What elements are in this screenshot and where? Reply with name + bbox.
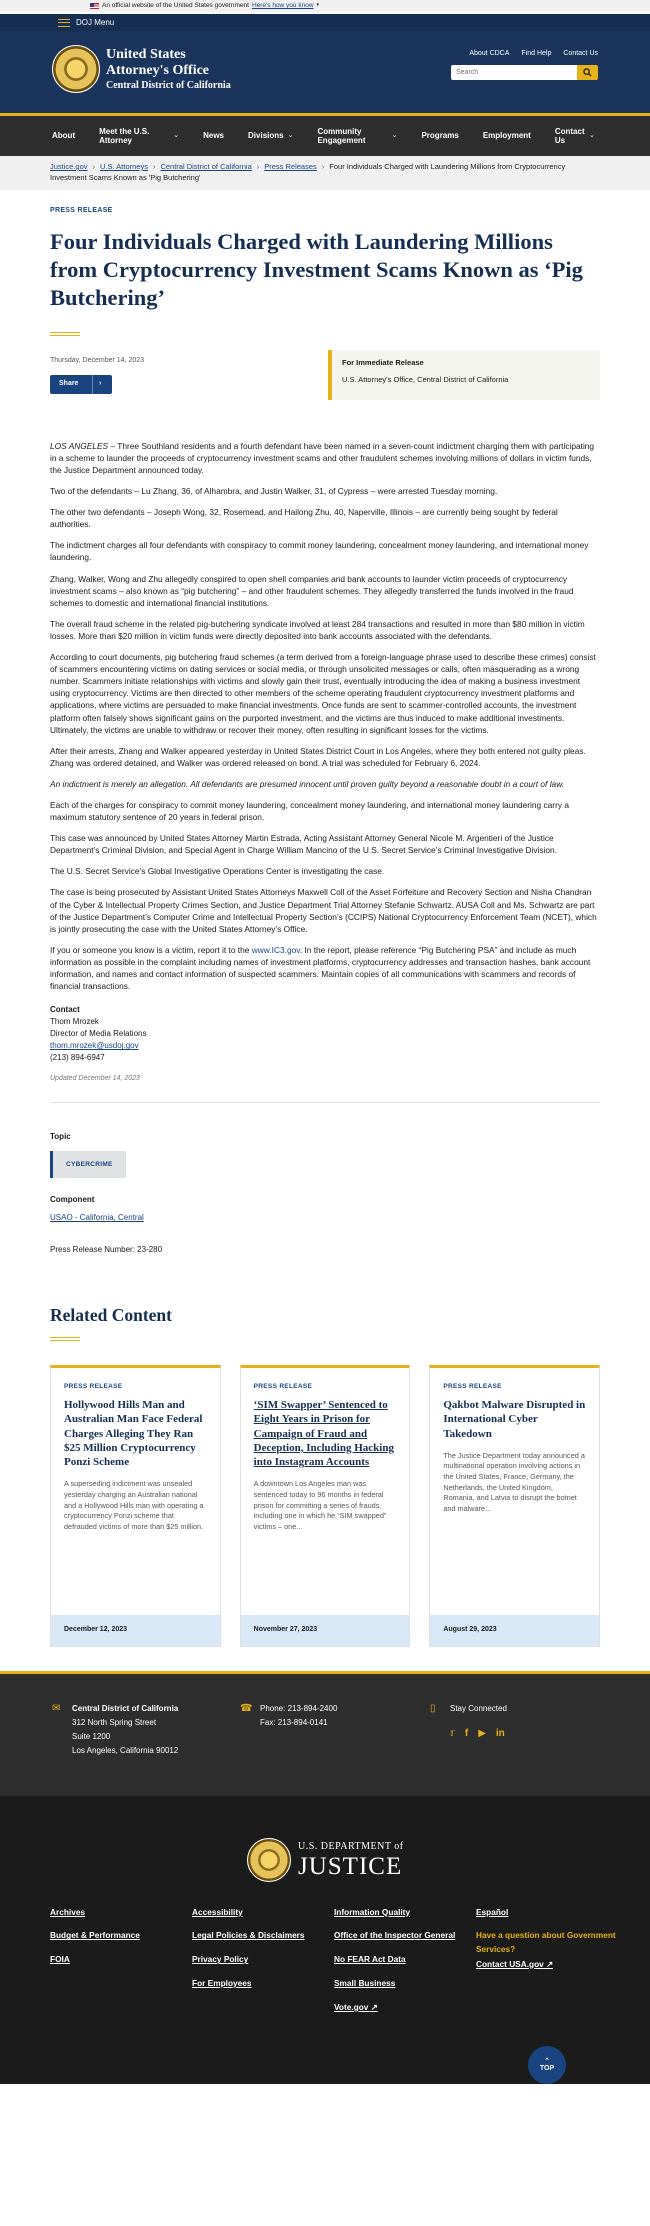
paragraph: This case was announced by United States Attorney Martin Estrada, Acting Assistant Attorney General Nicole M. Argentieri of the Justice Department’s Criminal Division, and Special Agent in Charge William Mancino of the U.S. Secret Service’s Criminal Investigative Division.	[50, 833, 558, 856]
footer-phone[interactable]: Phone: 213-894-2400	[260, 1703, 338, 1713]
nav-about[interactable]	[52, 131, 75, 140]
footer-social	[430, 1702, 507, 1743]
release-office: U.S. Attorney's Office, Central District of California	[342, 374, 509, 384]
search-form	[451, 65, 598, 80]
stay-connected-label: Stay Connected	[450, 1703, 507, 1713]
breadcrumb-press-releases[interactable]: Press Releases	[264, 162, 317, 171]
footer-fax: Fax: 213-894-0141	[260, 1717, 328, 1727]
nav-employment[interactable]	[483, 131, 531, 140]
gold-divider	[50, 332, 80, 336]
chevron-right-icon: ›	[152, 162, 156, 171]
article-body	[50, 440, 600, 992]
gov-banner	[0, 0, 650, 12]
government-services-question: Have a question about Government Services?	[476, 1930, 616, 1954]
us-flag-icon	[90, 3, 99, 9]
card-description: A downtown Los Angeles man was sentenced today to 96 months in federal prison for committing a series of frauds, including one in which he “SIM swapped” victims – one...	[253, 1479, 387, 1531]
card-tag: PRESS RELEASE	[64, 1382, 123, 1390]
external-link-icon: ↗	[546, 1958, 554, 1969]
breadcrumb-central-district[interactable]: Central District of California	[160, 162, 252, 171]
card-description: The Justice Department today announced a multinational operation involving actions in the United States, France, Germany, the Netherlands, the United Kingdom, Romania, and Latvia to disrupt the botnet and malware...	[443, 1450, 585, 1513]
arrow-up-icon: ⌃	[544, 2057, 550, 2065]
nav-label: Community Engagement	[317, 126, 366, 145]
chevron-down-icon: ⌄	[588, 131, 595, 139]
about-cdca-link[interactable]: About CDCA	[469, 50, 510, 57]
chevron-right-icon: ›	[92, 375, 101, 394]
espanol-link[interactable]: Español	[476, 1906, 509, 1917]
footer-column	[50, 1906, 192, 2025]
paragraph: The other two defendants – Joseph Wong, 32, Rosemead, and Hailong Zhu, 40, Naperville, Illinois – are currently being sought by federal authorities.	[50, 507, 558, 530]
footer-address-line: 312 North Spring Street	[72, 1717, 157, 1727]
youtube-icon[interactable]: ▶	[478, 1727, 486, 1739]
card-description: A superseding indictment was unsealed yesterday charging an Australian national and a Hollywood Hills man with operating a cryptocurrency Ponzi scheme that defrauded victims of more than $25 million.	[64, 1479, 204, 1531]
footer-link[interactable]: Office of the Inspector General	[334, 1930, 456, 1941]
footer-address-line: Los Angeles, California 90012	[72, 1745, 179, 1755]
hamburger-icon	[58, 19, 70, 27]
related-card[interactable]	[429, 1365, 600, 1647]
chevron-down-icon[interactable]: ▾	[316, 2, 320, 9]
back-to-top-button[interactable]	[528, 2046, 566, 2084]
updated-date: Updated December 14, 2023	[50, 1075, 140, 1083]
topic-tag-cybercrime[interactable]: CYBERCRIME	[50, 1151, 126, 1178]
mobile-icon: ▯	[430, 1702, 436, 1714]
doj-menu-label: DOJ Menu	[76, 17, 115, 27]
contact-us-link[interactable]: Contact Us	[563, 50, 598, 57]
twitter-icon[interactable]: 𝕣	[450, 1727, 455, 1739]
card-date: August 29, 2023	[430, 1615, 599, 1646]
footer-link-label: Vote.gov	[334, 2001, 369, 2012]
ic3-text-before: If you or someone you know is a victim, report it to the	[50, 944, 252, 955]
article-lede	[50, 440, 600, 476]
footer-link[interactable]: Archives	[50, 1906, 86, 1917]
dateline: LOS ANGELES	[50, 440, 109, 451]
article-eyebrow: PRESS RELEASE	[50, 207, 113, 214]
nav-label: Meet the U.S. Attorney	[99, 126, 150, 145]
chevron-right-icon: ›	[256, 162, 260, 171]
chevron-down-icon: ⌄	[287, 131, 294, 139]
footer-column	[334, 1906, 476, 2025]
card-tag: PRESS RELEASE	[443, 1382, 502, 1390]
divider	[50, 1102, 600, 1103]
footer-link[interactable]: Accessibility	[192, 1906, 243, 1917]
footer-address-line: Suite 1200	[72, 1731, 111, 1741]
card-date: November 27, 2023	[241, 1615, 410, 1646]
paragraph: The indictment charges all four defendants with conspiracy to commit money laundering, concealment money laundering, and international money laundering.	[50, 540, 589, 563]
related-cards	[50, 1365, 600, 1647]
nav-meet-us-attorney[interactable]	[99, 127, 179, 145]
external-link-icon: ↗	[370, 2001, 378, 2012]
page-title: Four Individuals Charged with Laundering Millions from Cryptocurrency Investment Scams Known as ‘Pig Butchering’	[50, 229, 583, 310]
mail-icon: ✉	[52, 1702, 61, 1714]
nav-label: Contact Us	[554, 126, 585, 145]
release-heading: For Immediate Release	[342, 357, 424, 367]
paragraph: The overall fraud scheme in the related pig-butchering syndicate involved at least 284 transactions and resulted in more than $80 million in victim losses. More than $20 million in victim funds were directly deposited into bank accounts associated with the defendants.	[50, 618, 585, 641]
footer-link[interactable]: No FEAR Act Data	[334, 1954, 406, 1965]
doj-wordmark-small: U.S. DEPARTMENT of	[298, 1840, 404, 1852]
doj-wordmark[interactable]	[298, 1842, 404, 1879]
masthead	[0, 31, 650, 116]
card-title[interactable]: ‘SIM Swapper’ Sentenced to Eight Years in Prison for Campaign of Fraud and Deception, Including Hacking into Instagram Accounts	[253, 1398, 394, 1469]
footer-link[interactable]: Budget & Performance	[50, 1930, 140, 1941]
main-navigation	[0, 116, 650, 156]
nav-contact-us[interactable]	[555, 127, 595, 145]
paragraph: Two of the defendants – Lu Zhang, 36, of Alhambra, and Justin Walker, 31, of Cypress – were arrested Tuesday morning.	[50, 486, 498, 497]
gold-divider	[50, 1337, 80, 1341]
related-card[interactable]	[50, 1365, 221, 1647]
breadcrumb-justice-gov[interactable]: Justice.gov	[50, 162, 88, 171]
article-meta	[50, 356, 600, 414]
nav-label: About	[52, 131, 76, 141]
card-date: December 12, 2023	[51, 1615, 220, 1646]
footer-link[interactable]: FOIA	[50, 1954, 70, 1965]
contact-phone: (213) 894-6947	[50, 1053, 105, 1063]
footer-column	[192, 1906, 334, 2025]
footer-link[interactable]: Information Quality	[334, 1906, 411, 1917]
contact-email-link[interactable]: thom.mrozek@usdoj.gov	[50, 1041, 139, 1051]
site-footer	[0, 1796, 650, 2084]
site-title-line2: Attorney's Office	[106, 63, 210, 79]
main-content	[0, 206, 650, 1647]
paragraph: According to court documents, pig butchering fraud schemes (a term derived from a foreign-language phrase used to describe these crimes) consist of scammers encountering victims on dating services or social media, or through unsolicited messages or calls, often masquerading as a wrong number. Scammers initiate relationships with victims and slowly gain their trust, eventually introducing the idea of making a business investment using cryptocurrency. Victims are then directed to other members of the scheme operating fraudulent cryptocurrency investment platforms and applications, where victims are persuaded to make financial investments. Once funds are sent to scammer-controlled accounts, the investment platform often falsely shows significant gains on the purported investment, and the victims are thus induced to make additional investments. Ultimately, the victims are unable to withdraw or recover their money, often resulting in significant losses for the victims.	[50, 652, 596, 735]
breadcrumb	[0, 156, 650, 190]
doj-menu-button[interactable]	[0, 14, 650, 31]
paragraph: Each of the charges for conspiracy to commit money laundering, concealment money laundering, and international money laundering carry a maximum statutory sentence of 20 years in federal prison.	[50, 799, 569, 823]
share-button[interactable]	[50, 375, 112, 394]
related-heading: Related Content	[50, 1305, 172, 1326]
card-tag: PRESS RELEASE	[253, 1382, 313, 1390]
site-title[interactable]	[106, 47, 231, 92]
chevron-right-icon: ›	[321, 162, 325, 171]
topic-heading: Topic	[50, 1132, 71, 1142]
footer-link[interactable]: Privacy Policy	[192, 1954, 249, 1965]
linkedin-icon[interactable]: in	[495, 1727, 505, 1739]
contact-block	[50, 1004, 600, 1064]
indictment-disclaimer: An indictment is merely an allegation. All defendants are presumed innocent until proven guilty beyond a reasonable doubt in a court of law.	[50, 778, 565, 789]
footer-phones	[240, 1702, 338, 1730]
breadcrumb-us-attorneys[interactable]: U.S. Attorneys	[100, 162, 148, 171]
footer-link-label: Contact USA.gov	[476, 1958, 544, 1969]
doj-wordmark-big: JUSTICE	[298, 1852, 403, 1880]
nav-label: News	[203, 131, 225, 141]
top-label: TOP	[539, 2064, 555, 2072]
phone-icon: ☎	[240, 1702, 253, 1714]
press-release-number: Press Release Number: 23-280	[50, 1244, 163, 1254]
nav-label: Programs	[421, 131, 459, 141]
related-card[interactable]	[240, 1365, 411, 1647]
chevron-down-icon: ⌄	[173, 131, 180, 139]
footer-address	[52, 1702, 179, 1758]
find-help-link[interactable]: Find Help	[521, 50, 552, 57]
paragraph: After their arrests, Zhang and Walker appeared yesterday in United States District Court in Los Angeles, where they both entered not guilty pleas. Zhang was ordered detained, and Walker was ordered released on bond. A trial was scheduled for February 6, 2024.	[50, 745, 586, 768]
nav-label: Employment	[482, 131, 531, 141]
release-info-box	[328, 350, 600, 400]
nav-programs[interactable]	[421, 131, 458, 140]
site-title-line1: United States	[106, 47, 186, 62]
chevron-down-icon: ⌄	[391, 131, 398, 139]
card-title[interactable]: Qakbot Malware Disrupted in International Cyber Takedown	[443, 1398, 586, 1440]
nav-label: Divisions	[248, 131, 284, 141]
card-title[interactable]: Hollywood Hills Man and Australian Man Face Federal Charges Alleging They Ran $25 Million Cryptocurrency Ponzi Scheme	[64, 1398, 203, 1469]
nav-divisions[interactable]	[248, 131, 293, 140]
usao-seal-logo[interactable]	[52, 45, 100, 93]
paragraph: Zhang, Walker, Wong and Zhu allegedly conspired to open shell companies and bank accounts to launder victim proceeds of cryptocurrency investment scams – also known as “pig butchering” – and other fraudulent schemes. They allegedly transferred the funds involved in the fraud schemes to domestic and international financial institutions.	[50, 573, 574, 608]
footer-link[interactable]: Legal Policies & Disclaimers	[192, 1930, 305, 1941]
ic3-link[interactable]: www.IC3.gov	[251, 944, 300, 955]
nav-community-engagement[interactable]	[317, 127, 397, 145]
paragraph: The U.S. Secret Service’s Global Investigative Operations Center is investigating the case.	[50, 866, 385, 877]
footer-contact	[0, 1671, 650, 1796]
footer-link[interactable]: For Employees	[192, 1978, 252, 1989]
footer-link-columns	[50, 1906, 618, 2025]
search-input[interactable]	[451, 65, 577, 80]
utility-links	[469, 49, 598, 59]
component-heading: Component	[50, 1195, 95, 1205]
ic3-text-after: . In the report, please reference “Pig Butchering PSA” and include as much information as possible in the complaint including names of investment platforms, cryptocurrency addresses and transaction hashes, bank account information, and names and contact information of suspected scammers. Maintain copies of all communications with scammers and records of financial transactions.	[50, 944, 591, 992]
search-icon	[583, 68, 592, 77]
breadcrumb-current: Four Individuals Charged with Laundering Millions from Cryptocurrency Investment Scams Known as 'Pig Butchering'	[50, 162, 566, 182]
related-content	[50, 1303, 600, 1646]
footer-office-name: Central District of California	[72, 1703, 179, 1713]
social-links	[450, 1725, 507, 1743]
nav-news[interactable]	[203, 131, 224, 140]
site-title-district: Central District of California	[106, 80, 231, 92]
footer-link[interactable]: Small Business	[334, 1978, 396, 1989]
contact-heading: Contact	[50, 1005, 80, 1015]
lede-text: – Three Southland residents and a fourth defendant have been named in a seven-count indictment charging them with participating in a scheme to launder the proceeds of cryptocurrency investment scams and other fraudulent schemes involving millions of dollars in victim funds, the Justice Department announced today.	[50, 440, 595, 475]
contact-usa-gov-link[interactable]	[476, 1958, 618, 1971]
share-label: Share	[59, 380, 79, 388]
article-date: Thursday, December 14, 2023	[50, 356, 145, 364]
component-link[interactable]: USAO - California, Central	[50, 1212, 144, 1222]
search-button[interactable]	[577, 65, 598, 80]
gov-banner-text: An official website of the United States government	[102, 2, 249, 10]
contact-role: Director of Media Relations	[50, 1029, 147, 1039]
footer-column	[476, 1906, 618, 2025]
facebook-icon[interactable]: f	[464, 1727, 469, 1739]
contact-name: Thom Mrozek	[50, 1017, 99, 1027]
doj-seal-logo[interactable]	[247, 1838, 291, 1882]
how-you-know-link[interactable]: Here's how you know	[251, 2, 314, 10]
paragraph: The case is being prosecuted by Assistant United States Attorneys Maxwell Coll of the Asset Forfeiture and Recovery Section and Nisha Chandran of the Cyber & Intellectual Property Crimes Section, and Justice Department Trial Attorney Stefanie Schwartz. AUSA Coll and Ms. Schwartz are part of the Justice Department’s Computer Crime and Intellectual Property Section’s (CCIPS) National Cryptocurrency Enforcement Team (NCET), which is jointly prosecuting the case with the United States Attorney’s Office.	[50, 887, 597, 934]
chevron-right-icon: ›	[92, 162, 96, 171]
ic3-paragraph	[50, 944, 600, 992]
vote-gov-link[interactable]	[334, 2001, 476, 2014]
